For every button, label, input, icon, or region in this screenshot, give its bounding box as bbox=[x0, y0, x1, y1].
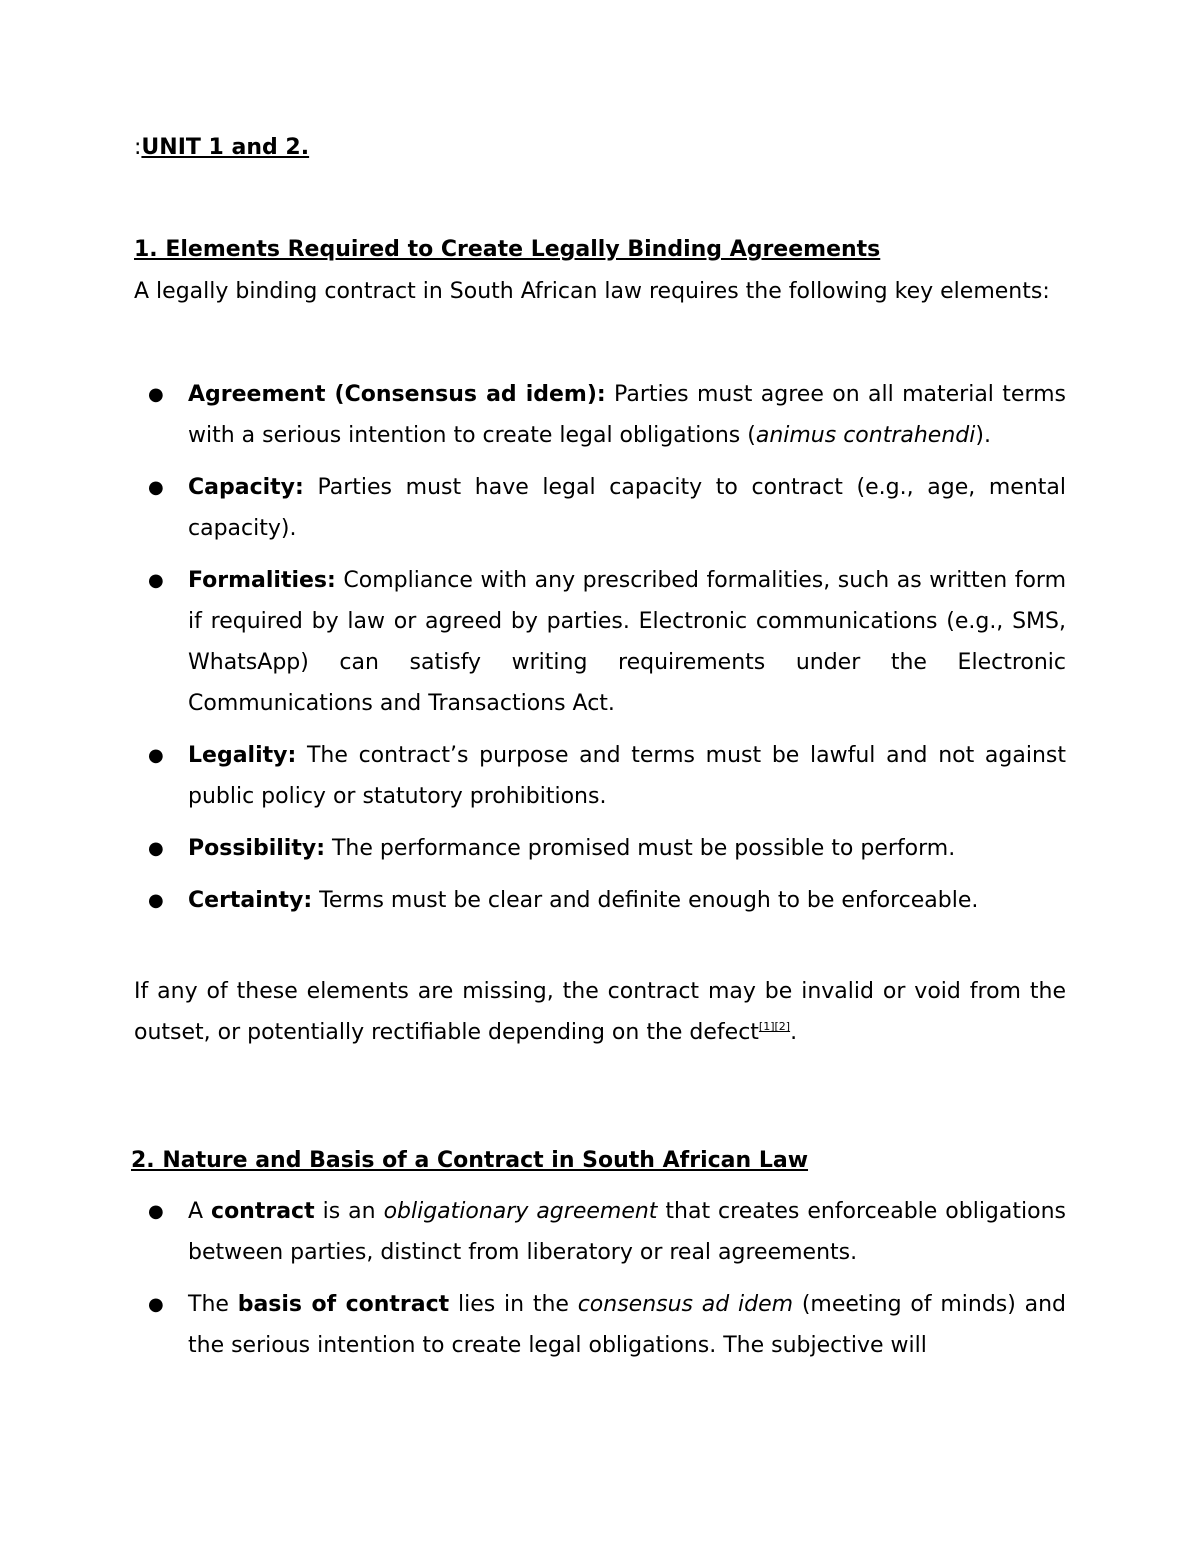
item-text: Parties must agree on all material terms with a serious intention to create legal obligations ( bbox=[188, 382, 1066, 448]
section-1-intro: A legally binding contract in South African law requires the following key elements: bbox=[134, 279, 1050, 304]
item-text: (meeting of minds) and the serious intention to create legal obligations. The subjective will bbox=[188, 1292, 1066, 1358]
unit-prefix: : bbox=[134, 135, 142, 160]
bullet-icon: ● bbox=[148, 1294, 164, 1315]
item-text: lies in the bbox=[449, 1292, 578, 1317]
list-item bbox=[134, 374, 1066, 456]
list-item bbox=[134, 1284, 1066, 1366]
elements-list bbox=[134, 374, 1066, 932]
list-item bbox=[134, 560, 1066, 724]
item-text: The performance promised must be possible to perform. bbox=[325, 836, 956, 861]
bullet-icon: ● bbox=[148, 477, 164, 498]
footnote-links[interactable]: [1][2] bbox=[758, 1020, 791, 1033]
closing-end: . bbox=[790, 1020, 798, 1045]
item-term: Possibility: bbox=[188, 836, 325, 861]
section-1-heading: 1. Elements Required to Create Legally Binding Agreements bbox=[134, 237, 881, 262]
item-term: Certainty: bbox=[188, 888, 313, 913]
item-text: The contract’s purpose and terms must be lawful and not against public policy or statutory prohibitions. bbox=[188, 743, 1066, 809]
section-1-closing bbox=[134, 971, 1066, 1053]
bullet-icon: ● bbox=[148, 890, 164, 911]
item-text: A bbox=[188, 1199, 212, 1224]
item-text: The bbox=[188, 1292, 238, 1317]
item-bold: contract bbox=[211, 1199, 315, 1224]
bullet-icon: ● bbox=[148, 1201, 164, 1222]
item-text: Compliance with any prescribed formalities, such as written form if required by law or agreed by parties. Electronic communications (e.g., SMS, WhatsApp) can satisfy writing requirements under the Electronic Communications and Transactions Act. bbox=[188, 568, 1066, 716]
list-item bbox=[134, 467, 1066, 549]
item-text: Parties must have legal capacity to contract (e.g., age, mental capacity). bbox=[188, 475, 1066, 541]
nature-list bbox=[134, 1191, 1066, 1377]
list-item bbox=[134, 1191, 1066, 1273]
bullet-icon: ● bbox=[148, 745, 164, 766]
bullet-icon: ● bbox=[148, 570, 164, 591]
item-text: Terms must be clear and definite enough to be enforceable. bbox=[312, 888, 979, 913]
item-text-end: ). bbox=[975, 423, 991, 448]
item-text: is an bbox=[314, 1199, 384, 1224]
unit-heading bbox=[134, 133, 309, 163]
list-item bbox=[134, 735, 1066, 817]
bullet-icon: ● bbox=[148, 384, 164, 405]
item-term: Legality: bbox=[188, 743, 297, 768]
bullet-icon: ● bbox=[148, 838, 164, 859]
item-italic: consensus ad idem bbox=[577, 1292, 794, 1317]
item-bold: basis of contract bbox=[237, 1292, 450, 1317]
unit-title: UNIT 1 and 2. bbox=[141, 135, 310, 160]
item-term: Agreement (Consensus ad idem): bbox=[188, 382, 606, 407]
item-italic: animus contrahendi bbox=[755, 423, 976, 448]
closing-text: If any of these elements are missing, the contract may be invalid or void from the outset, or potentially rectifiable depending on the defect bbox=[134, 979, 1066, 1045]
list-item bbox=[134, 880, 1066, 921]
item-italic: obligationary agreement bbox=[383, 1199, 658, 1224]
section-2-heading: 2. Nature and Basis of a Contract in South African Law bbox=[131, 1148, 809, 1173]
list-item bbox=[134, 828, 1066, 869]
item-term: Formalities: bbox=[188, 568, 336, 593]
item-text: that creates enforceable obligations between parties, distinct from liberatory or real agreements. bbox=[188, 1199, 1066, 1265]
item-term: Capacity: bbox=[188, 475, 304, 500]
